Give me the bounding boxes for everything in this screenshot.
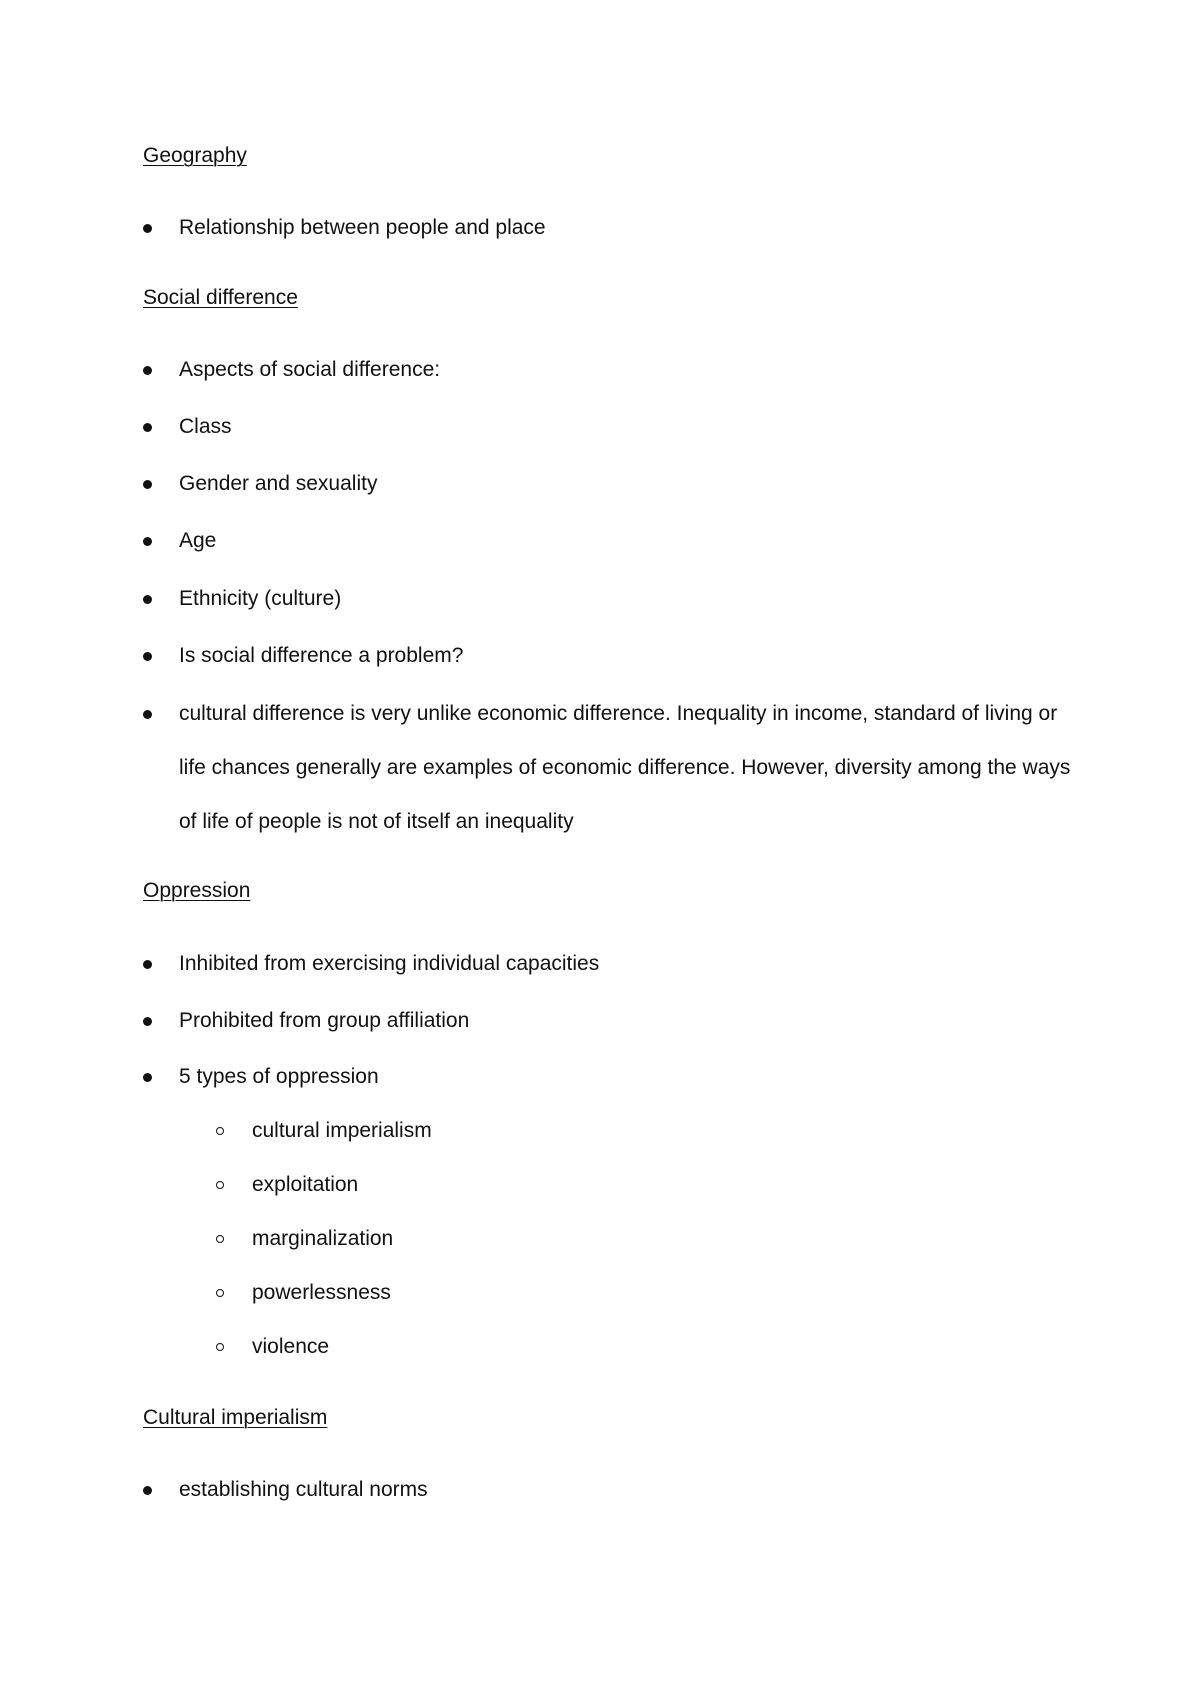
circle-bullet-icon: [216, 1181, 224, 1189]
bullet-icon: [143, 595, 152, 604]
sub-list-item-text: cultural imperialism: [252, 1119, 432, 1142]
circle-bullet-icon: [216, 1343, 224, 1351]
list-item-text: Age: [179, 529, 217, 552]
bullet-icon: [143, 423, 152, 432]
bullet-icon: [143, 224, 152, 233]
heading-social-difference: Social difference: [143, 286, 298, 309]
bullet-icon: [143, 1073, 152, 1082]
heading-oppression: Oppression: [143, 879, 251, 902]
list-item-text: Relationship between people and place: [179, 216, 546, 239]
list-item-text: establishing cultural norms: [179, 1478, 428, 1501]
bullet-icon: [143, 366, 152, 375]
list-item-text: Is social difference a problem?: [179, 644, 464, 667]
heading-cultural-imperialism: Cultural imperialism: [143, 1406, 328, 1429]
paragraph-line: life chances generally are examples of economic difference. However, diversity among the ways: [179, 756, 1071, 779]
bullet-icon: [143, 1486, 152, 1495]
circle-bullet-icon: [216, 1289, 224, 1297]
list-item-text: Inhibited from exercising individual capacities: [179, 952, 600, 975]
list-item-text: Gender and sexuality: [179, 472, 378, 495]
bullet-icon: [143, 537, 152, 546]
list-item-text: Prohibited from group affiliation: [179, 1009, 470, 1032]
sub-list-item-text: marginalization: [252, 1227, 394, 1250]
list-item-text: Ethnicity (culture): [179, 587, 342, 610]
heading-geography: Geography: [143, 144, 247, 167]
circle-bullet-icon: [216, 1235, 224, 1243]
sub-list-item-text: exploitation: [252, 1173, 359, 1196]
bullet-icon: [143, 652, 152, 661]
paragraph-line: cultural difference is very unlike economic difference. Inequality in income, standard of living or: [179, 702, 1058, 725]
paragraph-line: of life of people is not of itself an inequality: [179, 810, 574, 833]
sub-list-item-text: powerlessness: [252, 1281, 391, 1304]
list-item-text: Class: [179, 415, 232, 438]
bullet-icon: [143, 480, 152, 489]
list-item-text: 5 types of oppression: [179, 1065, 379, 1088]
list-item-text: Aspects of social difference:: [179, 358, 441, 381]
bullet-icon: [143, 960, 152, 969]
bullet-icon: [143, 710, 152, 719]
bullet-icon: [143, 1017, 152, 1026]
sub-list-item-text: violence: [252, 1335, 330, 1358]
circle-bullet-icon: [216, 1127, 224, 1135]
